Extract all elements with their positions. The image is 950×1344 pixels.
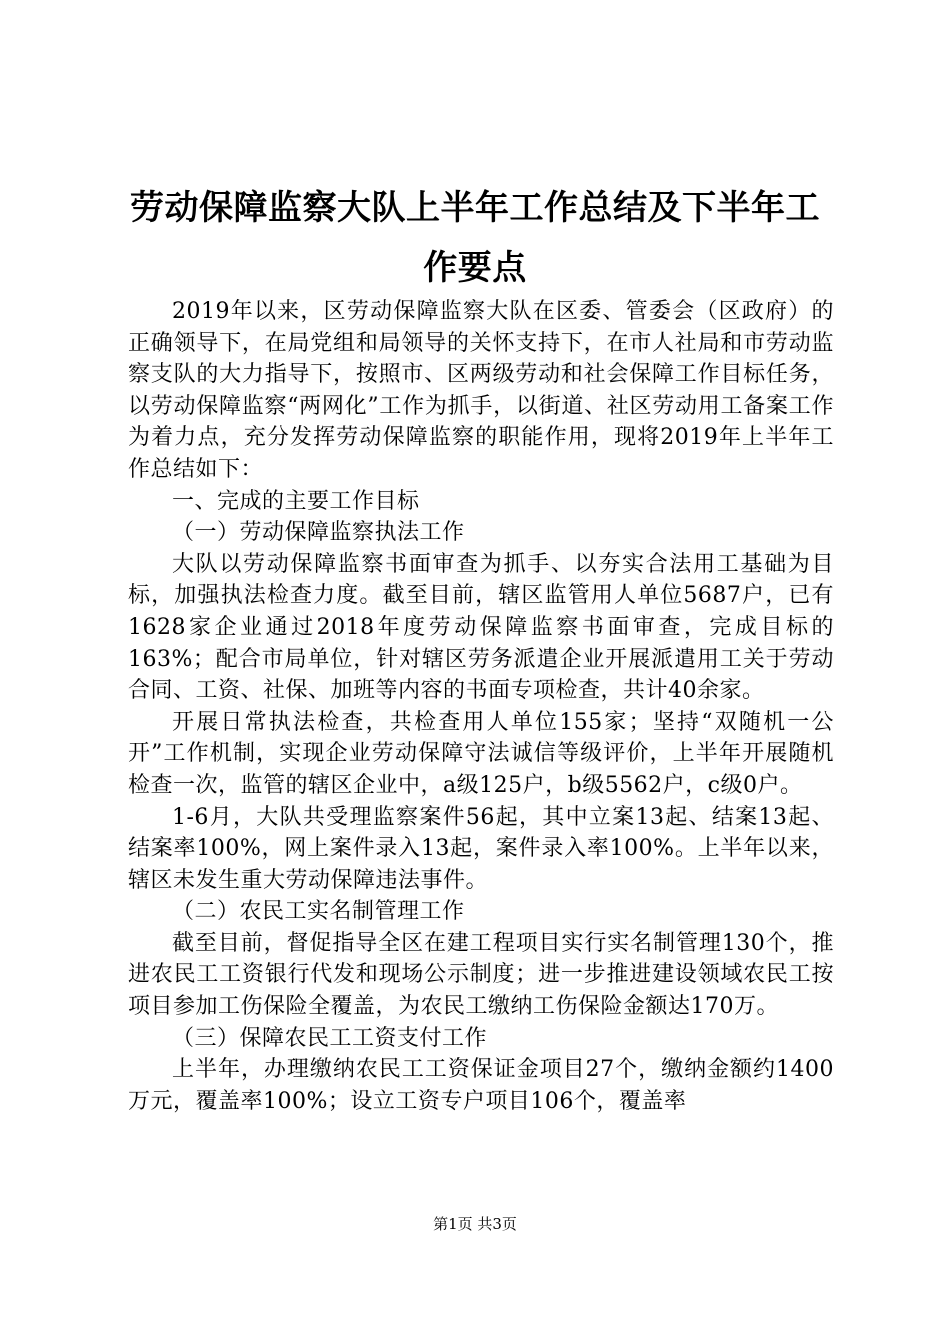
paragraph-review: 大队以劳动保障监察书面审查为抓手、以夯实合法用工基础为目标，加强执法检查力度。截至目前，辖区监管用人单位5687户，已有1628家企业通过2018年度劳动保障监察书面审查，完成目标的163%；配合市局单位，针对辖区劳务派遣企业开展派遣用工关于劳动合同、工资、社保、加班等内容的书面专项检查，共计40余家。 xyxy=(128,551,834,704)
intro-paragraph: 2019年以来，区劳动保障监察大队在区委、管委会（区政府）的正确领导下，在局党组和局领导的关怀支持下，在市人社局和市劳动监察支队的大力指导下，按照市、区两级劳动和社会保障工作目标任务，以劳动保障监察“两网化”工作为抓手，以街道、社区劳动用工备案工作为着力点，充分发挥劳动保障监察的职能作用，现将2019年上半年工作总结如下： xyxy=(128,299,834,482)
subsection-heading-1: （一）劳动保障监察执法工作 xyxy=(172,520,465,546)
subsection-heading-3: （三）保障农民工工资支付工作 xyxy=(172,1025,488,1051)
document-title: 劳动保障监察大队上半年工作总结及下半年工作要点 xyxy=(130,188,820,288)
paragraph-inspection: 开展日常执法检查，共检查用人单位155家；坚持“双随机一公开”工作机制，实现企业劳动保障守法诚信等级评价，上半年开展随机检查一次，监管的辖区企业中，a级125户，b级5562户，c级0户。 xyxy=(128,709,834,798)
paragraph-wages: 上半年，办理缴纳农民工工资保证金项目27个，缴纳金额约1400万元，覆盖率100%；设立工资专户项目106个，覆盖率 xyxy=(128,1057,834,1114)
subsection-heading-2: （二）农民工实名制管理工作 xyxy=(172,899,465,925)
section-heading-1: 一、完成的主要工作目标 xyxy=(172,488,420,514)
paragraph-realname: 截至目前，督促指导全区在建工程项目实行实名制管理130个，推进农民工工资银行代发和现场公示制度；进一步推进建设领域农民工按项目参加工伤保险全覆盖，为农民工缴纳工伤保险金额达170万。 xyxy=(128,930,834,1020)
paragraph-cases: 1-6月，大队共受理监察案件56起，其中立案13起、结案13起、结案率100%，网上案件录入13起，案件录入率100%。上半年以来，辖区未发生重大劳动保障违法事件。 xyxy=(128,804,834,893)
document-body xyxy=(128,296,834,1117)
page-footer: 第1页 共3页 xyxy=(433,1215,517,1233)
